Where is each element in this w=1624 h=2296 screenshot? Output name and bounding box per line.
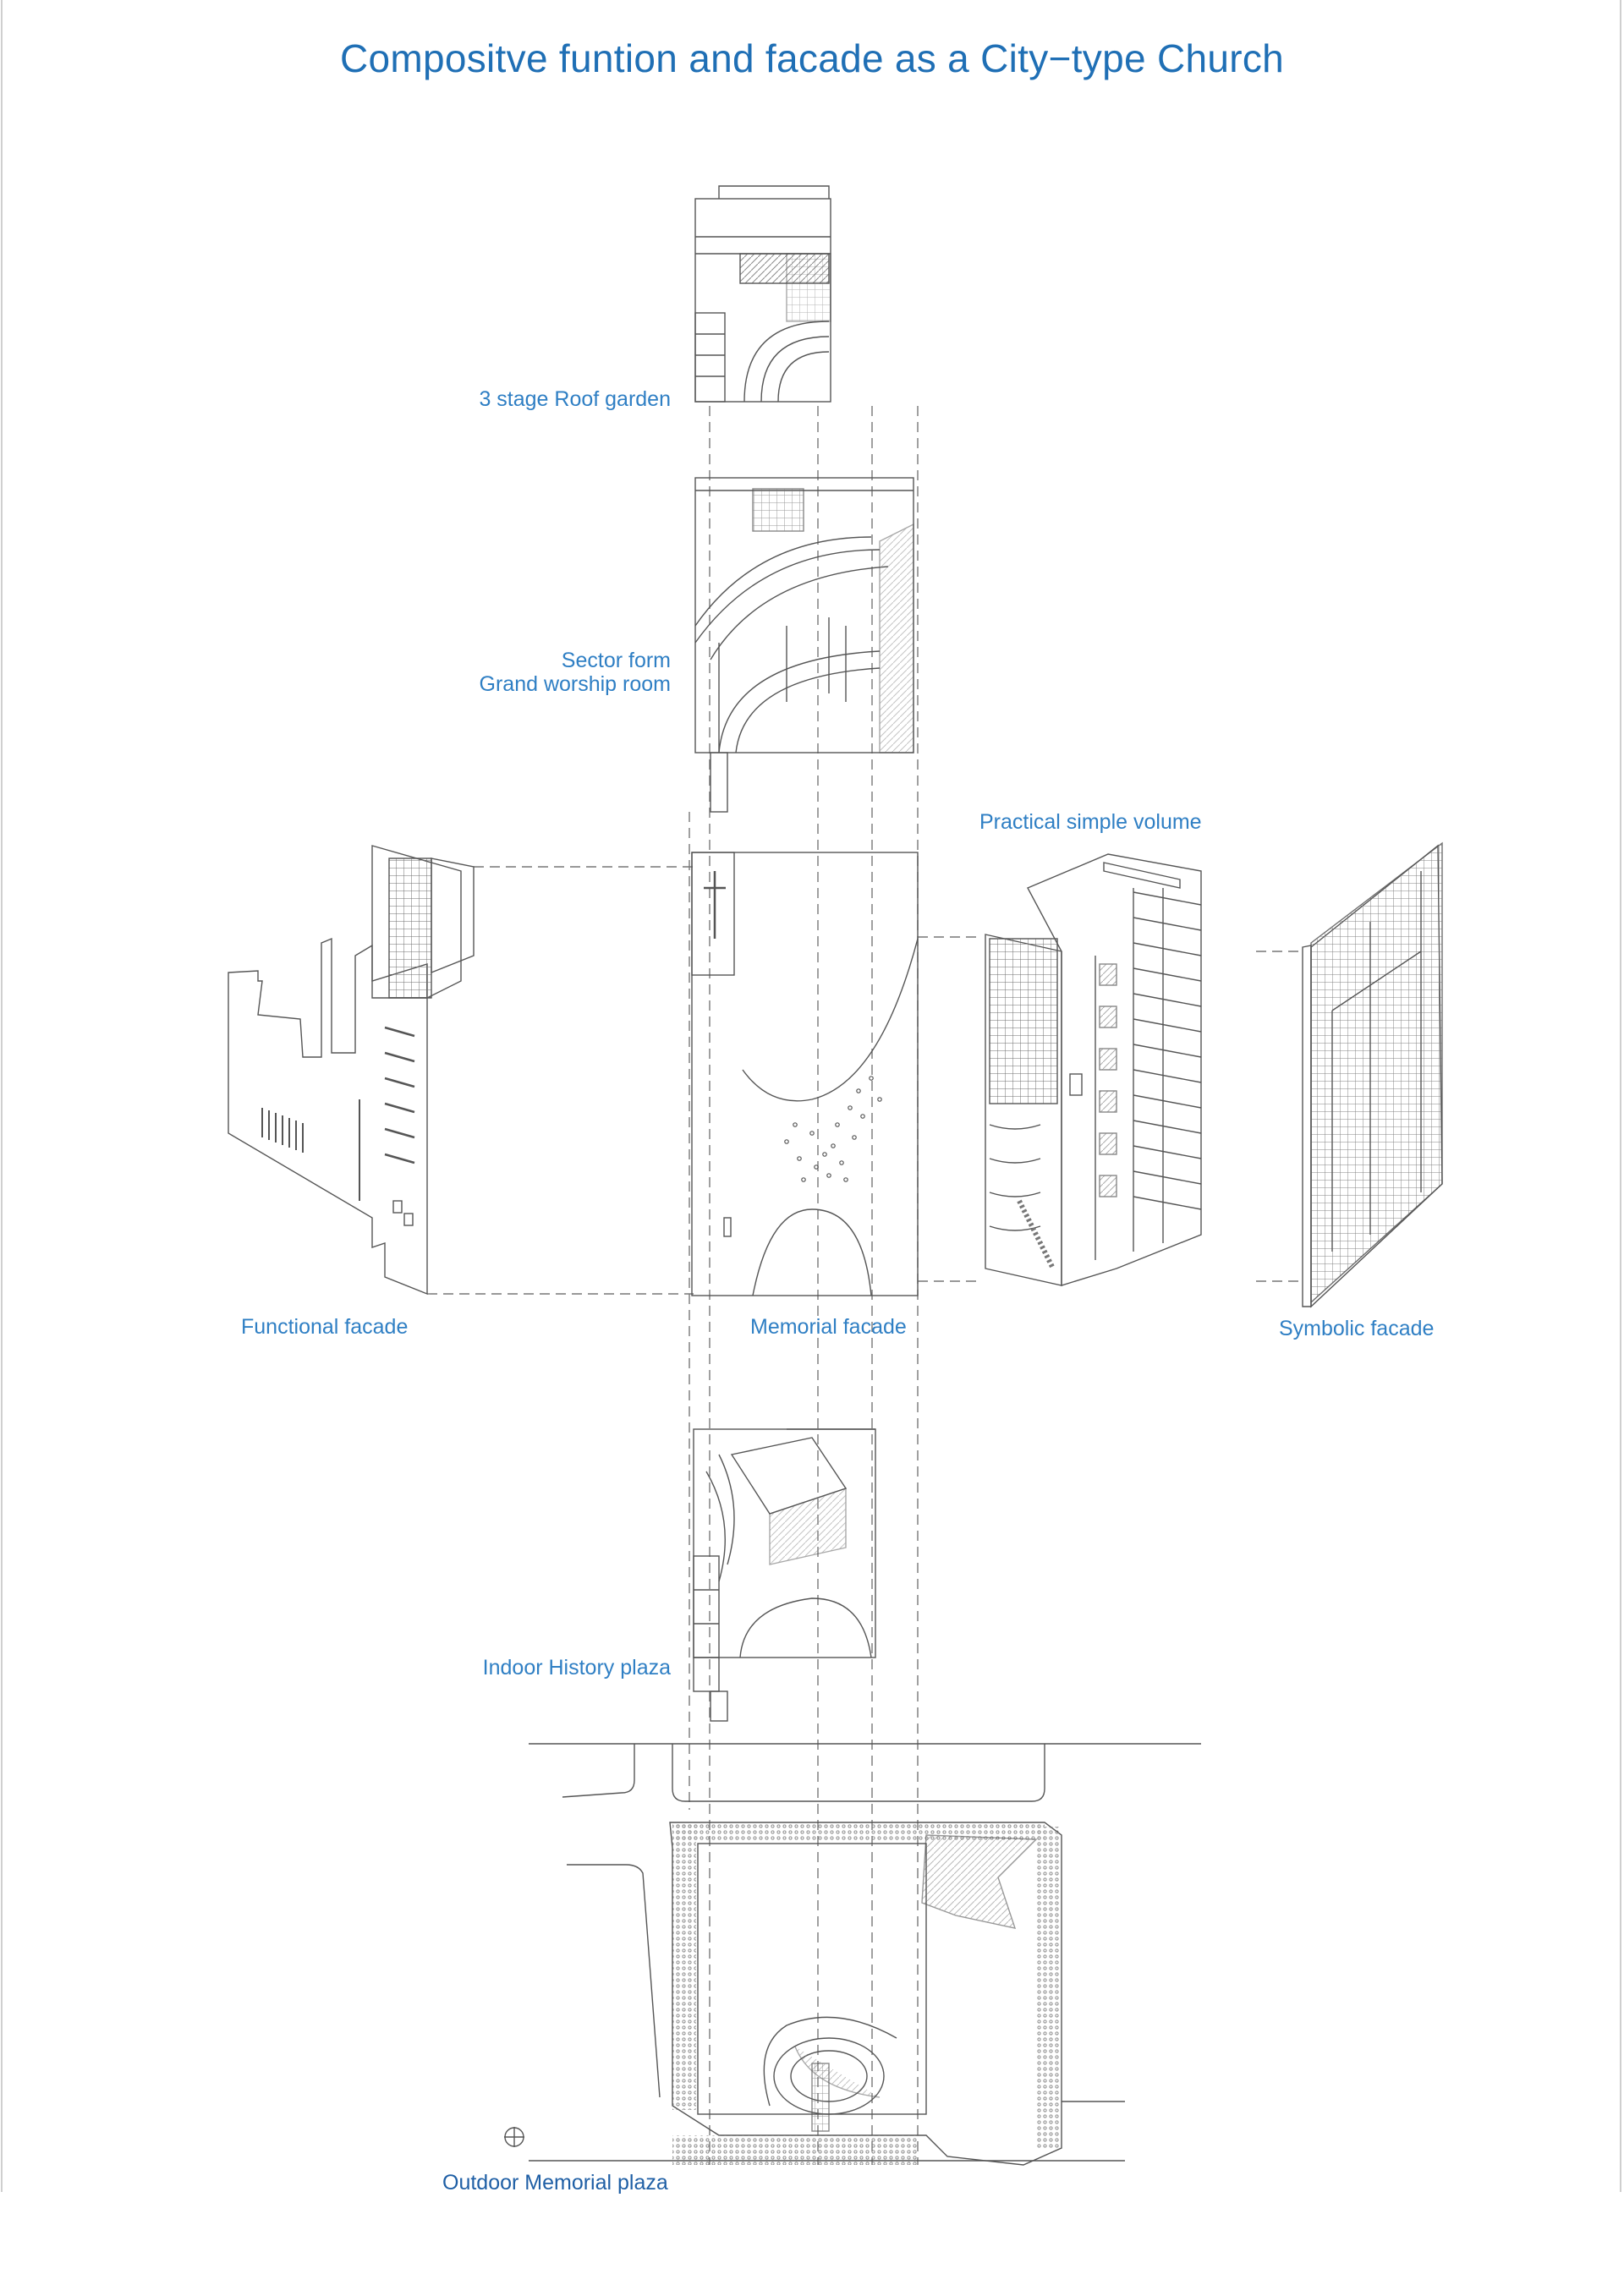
label-roof-garden: 3 stage Roof garden [479,387,671,411]
practical-volume-drawing [985,854,1201,1285]
outdoor-plaza-drawing [504,1744,1201,2165]
symbolic-facade-drawing [1303,843,1442,1307]
memorial-facade-drawing [692,852,918,1296]
north-arrow-icon [504,2127,524,2147]
roof-garden-drawing [695,186,831,402]
label-memorial-facade: Memorial facade [750,1315,907,1339]
functional-facade-drawing [228,846,474,1294]
label-sector-form-1: Sector form [561,649,671,672]
label-symbolic-facade: Symbolic facade [1279,1317,1435,1340]
page-title: Compositve funtion and facade as a City−type Church [339,36,1285,80]
worship-room-drawing [695,478,914,812]
label-functional-facade: Functional facade [241,1315,409,1339]
label-outdoor-memorial: Outdoor Memorial plaza [442,2171,668,2195]
label-practical-volume: Practical simple volume [979,810,1202,834]
label-sector-form-2: Grand worship room [479,672,671,696]
indoor-plaza-drawing [694,1429,875,1721]
label-indoor-history: Indoor History plaza [482,1656,671,1680]
